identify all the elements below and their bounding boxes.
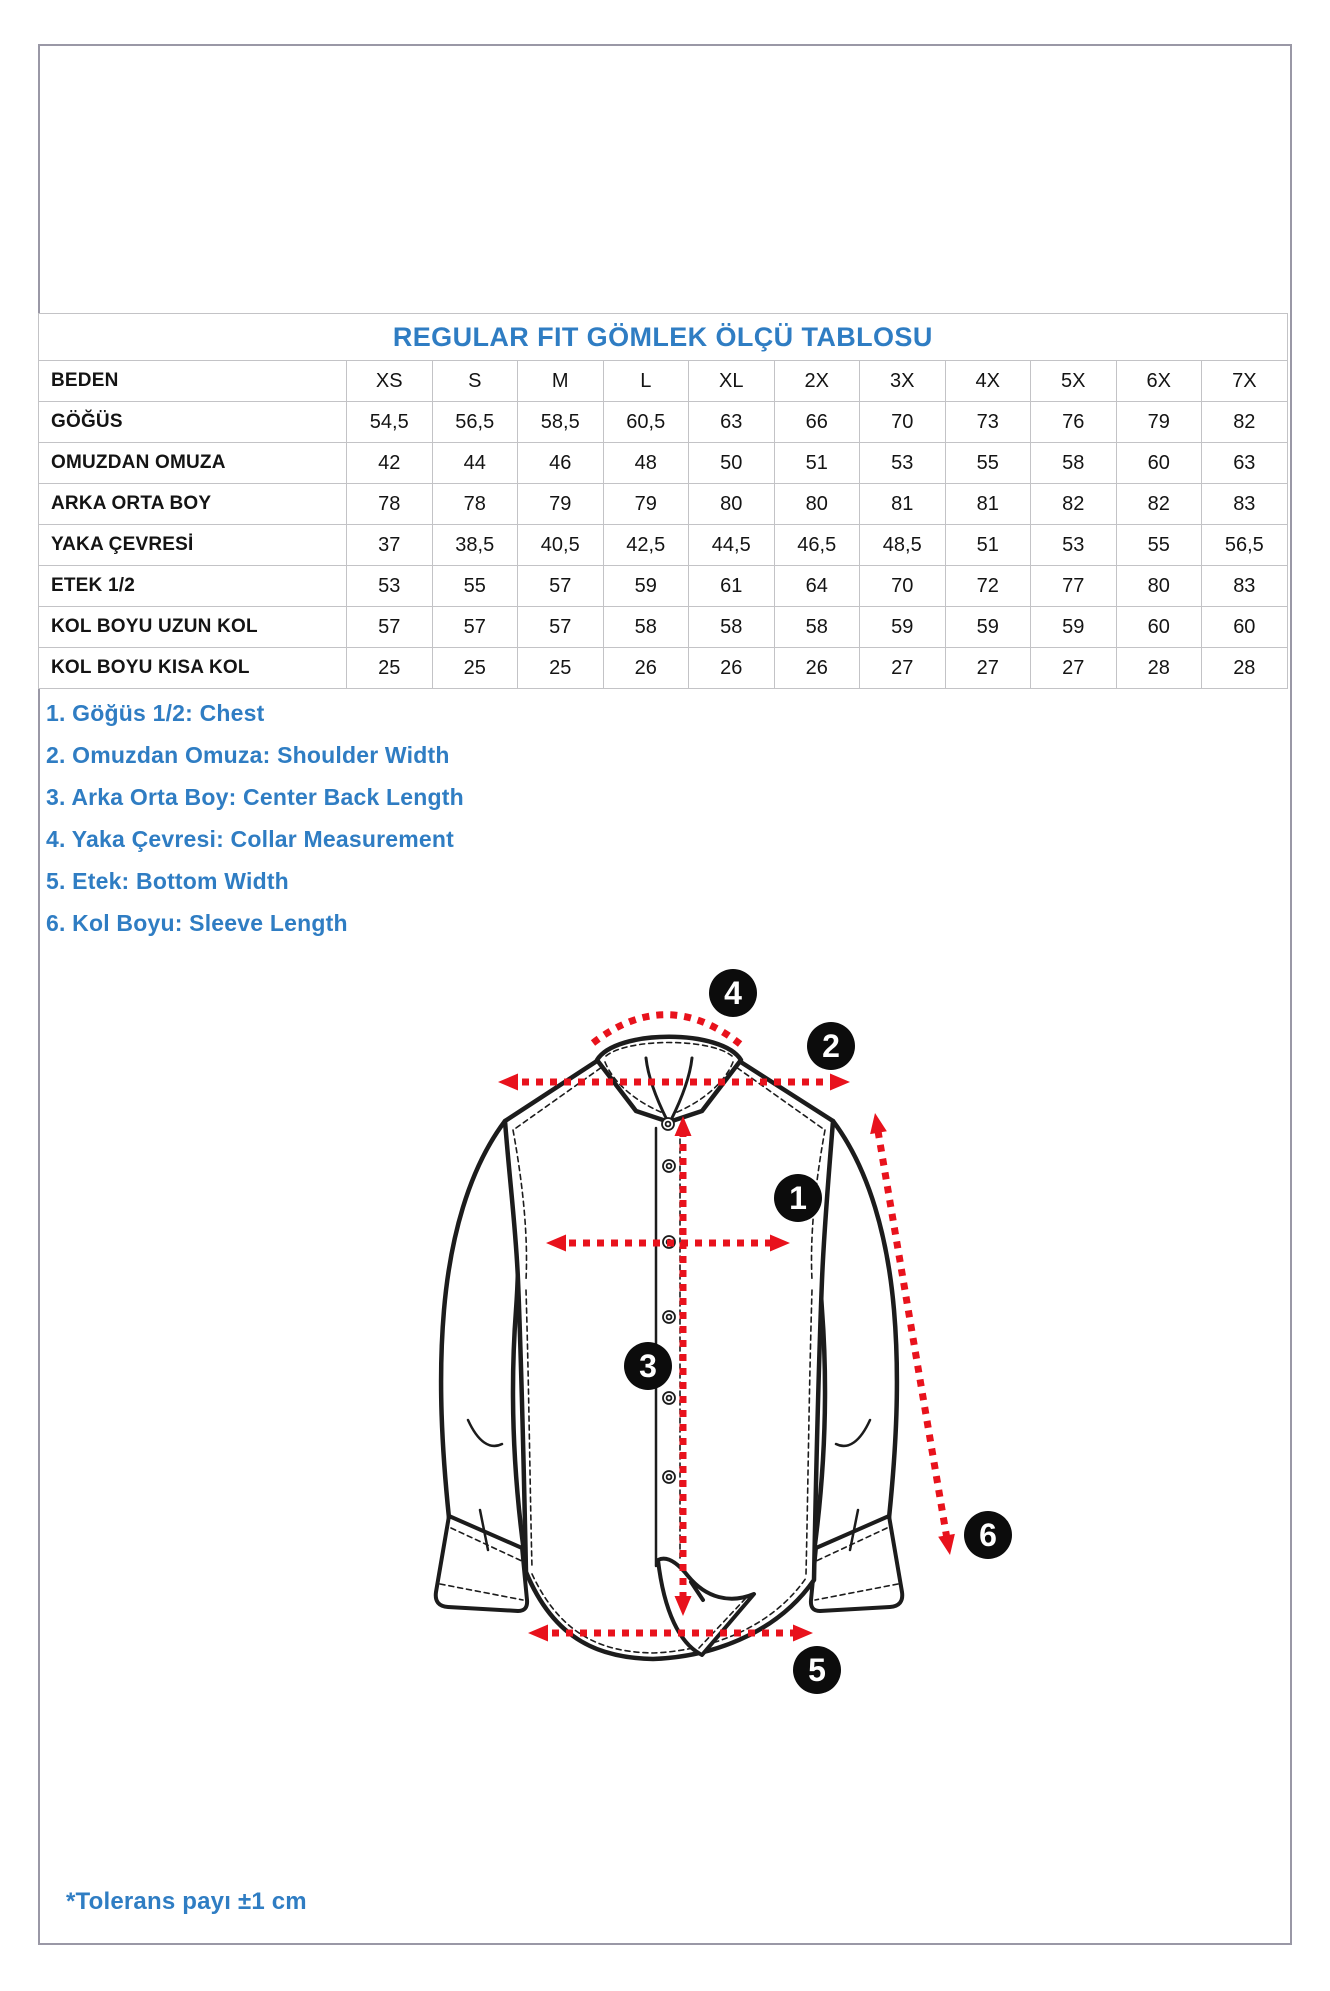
table-title-row xyxy=(39,314,1288,361)
legend-item-collar: 4. Yaka Çevresi: Collar Measurement xyxy=(46,826,455,852)
header-size-M: M xyxy=(518,361,604,402)
measurement-cell: 58,5 xyxy=(518,402,604,443)
legend-item-bottom-width: 5. Etek: Bottom Width xyxy=(46,868,289,894)
measurement-cell: 55 xyxy=(945,443,1031,484)
row-label: GÖĞÜS xyxy=(39,402,347,443)
measurement-cell: 79 xyxy=(603,484,689,525)
measurement-cell: 80 xyxy=(689,484,775,525)
tolerance-footnote: *Tolerans payı ±1 cm xyxy=(66,1888,307,1915)
measurement-cell: 61 xyxy=(689,566,775,607)
header-size-XL: XL xyxy=(689,361,775,402)
measurement-cell: 42,5 xyxy=(603,525,689,566)
measurement-cell: 53 xyxy=(1031,525,1117,566)
measurement-cell: 60 xyxy=(1116,607,1202,648)
measurement-row xyxy=(39,525,1288,566)
badge-2 xyxy=(807,1022,855,1070)
badge-1 xyxy=(774,1174,822,1222)
size-table-header-row xyxy=(39,361,1288,402)
measurement-cell: 60,5 xyxy=(603,402,689,443)
header-size-5X: 5X xyxy=(1031,361,1117,402)
measurement-cell: 53 xyxy=(347,566,433,607)
row-label: ARKA ORTA BOY xyxy=(39,484,347,525)
legend-item-sleeve: 6. Kol Boyu: Sleeve Length xyxy=(46,910,348,936)
measurement-cell: 82 xyxy=(1202,402,1288,443)
measurement-cell: 51 xyxy=(945,525,1031,566)
header-size-L: L xyxy=(603,361,689,402)
measurement-cell: 83 xyxy=(1202,566,1288,607)
measurement-cell: 53 xyxy=(860,443,946,484)
measurement-cell: 60 xyxy=(1116,443,1202,484)
measurement-cell: 81 xyxy=(860,484,946,525)
measurement-cell: 44,5 xyxy=(689,525,775,566)
header-size-7X: 7X xyxy=(1202,361,1288,402)
legend-item-back-length: 3. Arka Orta Boy: Center Back Length xyxy=(46,784,464,810)
measurement-row xyxy=(39,443,1288,484)
svg-text:1: 1 xyxy=(789,1180,807,1216)
header-size-2X: 2X xyxy=(774,361,860,402)
measurement-cell: 26 xyxy=(603,648,689,689)
measurement-cell: 77 xyxy=(1031,566,1117,607)
badge-5 xyxy=(793,1646,841,1694)
badge-3 xyxy=(624,1342,672,1390)
measurement-cell: 25 xyxy=(347,648,433,689)
measurement-legend xyxy=(46,692,464,944)
measurement-cell: 59 xyxy=(860,607,946,648)
measurement-cell: 76 xyxy=(1031,402,1117,443)
row-label: KOL BOYU KISA KOL xyxy=(39,648,347,689)
svg-text:4: 4 xyxy=(724,975,742,1011)
measurement-cell: 59 xyxy=(603,566,689,607)
measurement-row xyxy=(39,484,1288,525)
measurement-cell: 80 xyxy=(1116,566,1202,607)
measurement-cell: 58 xyxy=(689,607,775,648)
measurement-cell: 27 xyxy=(860,648,946,689)
measurement-cell: 56,5 xyxy=(1202,525,1288,566)
header-size-4X: 4X xyxy=(945,361,1031,402)
measurement-cell: 56,5 xyxy=(432,402,518,443)
svg-text:5: 5 xyxy=(808,1652,826,1688)
measurement-cell: 26 xyxy=(689,648,775,689)
header-size-XS: XS xyxy=(347,361,433,402)
measurement-cell: 54,5 xyxy=(347,402,433,443)
shirt-drawing xyxy=(436,1037,903,1659)
measurement-cell: 44 xyxy=(432,443,518,484)
measurement-cell: 83 xyxy=(1202,484,1288,525)
measurement-cell: 38,5 xyxy=(432,525,518,566)
measurement-cell: 42 xyxy=(347,443,433,484)
measurement-cell: 70 xyxy=(860,566,946,607)
measurement-cell: 27 xyxy=(945,648,1031,689)
measurement-row xyxy=(39,566,1288,607)
measurement-row xyxy=(39,402,1288,443)
measurement-cell: 79 xyxy=(518,484,604,525)
svg-text:2: 2 xyxy=(822,1028,840,1064)
measurement-cell: 57 xyxy=(518,607,604,648)
measurement-cell: 66 xyxy=(774,402,860,443)
header-beden: BEDEN xyxy=(39,361,347,402)
measurement-cell: 79 xyxy=(1116,402,1202,443)
measurement-cell: 57 xyxy=(347,607,433,648)
measurement-cell: 37 xyxy=(347,525,433,566)
measurement-cell: 59 xyxy=(1031,607,1117,648)
measurement-cell: 57 xyxy=(518,566,604,607)
measurement-cell: 51 xyxy=(774,443,860,484)
measurement-cell: 25 xyxy=(432,648,518,689)
measurement-cell: 73 xyxy=(945,402,1031,443)
measurement-row xyxy=(39,607,1288,648)
svg-text:3: 3 xyxy=(639,1348,657,1384)
measurement-cell: 25 xyxy=(518,648,604,689)
row-label: YAKA ÇEVRESİ xyxy=(39,525,347,566)
measurement-cell: 28 xyxy=(1116,648,1202,689)
measurement-cell: 48,5 xyxy=(860,525,946,566)
measurement-cell: 81 xyxy=(945,484,1031,525)
measurement-cell: 58 xyxy=(603,607,689,648)
size-table xyxy=(38,313,1288,689)
measurement-cell: 46 xyxy=(518,443,604,484)
measurement-cell: 28 xyxy=(1202,648,1288,689)
badge-4 xyxy=(709,969,757,1017)
measurement-cell: 58 xyxy=(1031,443,1117,484)
measurement-cell: 55 xyxy=(432,566,518,607)
measurement-cell: 27 xyxy=(1031,648,1117,689)
measurement-cell: 80 xyxy=(774,484,860,525)
measurement-cell: 78 xyxy=(347,484,433,525)
measurement-cell: 82 xyxy=(1116,484,1202,525)
svg-text:6: 6 xyxy=(979,1517,997,1553)
measurement-cell: 70 xyxy=(860,402,946,443)
legend-item-chest: 1. Göğüs 1/2: Chest xyxy=(46,700,265,726)
measurement-cell: 60 xyxy=(1202,607,1288,648)
table-title: REGULAR FIT GÖMLEK ÖLÇÜ TABLOSU xyxy=(39,314,1288,361)
measurement-cell: 58 xyxy=(774,607,860,648)
measurement-cell: 40,5 xyxy=(518,525,604,566)
measurement-cell: 78 xyxy=(432,484,518,525)
measurement-cell: 46,5 xyxy=(774,525,860,566)
header-size-3X: 3X xyxy=(860,361,946,402)
measurement-cell: 72 xyxy=(945,566,1031,607)
measurement-cell: 63 xyxy=(1202,443,1288,484)
measurement-cell: 64 xyxy=(774,566,860,607)
measurement-cell: 55 xyxy=(1116,525,1202,566)
header-size-S: S xyxy=(432,361,518,402)
measurement-row xyxy=(39,648,1288,689)
legend-item-shoulder: 2. Omuzdan Omuza: Shoulder Width xyxy=(46,742,450,768)
measurement-cell: 57 xyxy=(432,607,518,648)
measurement-cell: 82 xyxy=(1031,484,1117,525)
measurement-cell: 50 xyxy=(689,443,775,484)
row-label: OMUZDAN OMUZA xyxy=(39,443,347,484)
measurement-cell: 63 xyxy=(689,402,775,443)
badge-6 xyxy=(964,1511,1012,1559)
header-size-6X: 6X xyxy=(1116,361,1202,402)
measurement-cell: 48 xyxy=(603,443,689,484)
measurement-cell: 59 xyxy=(945,607,1031,648)
row-label: KOL BOYU UZUN KOL xyxy=(39,607,347,648)
row-label: ETEK 1/2 xyxy=(39,566,347,607)
shirt-measurement-diagram xyxy=(350,950,1050,1720)
measurement-cell: 26 xyxy=(774,648,860,689)
